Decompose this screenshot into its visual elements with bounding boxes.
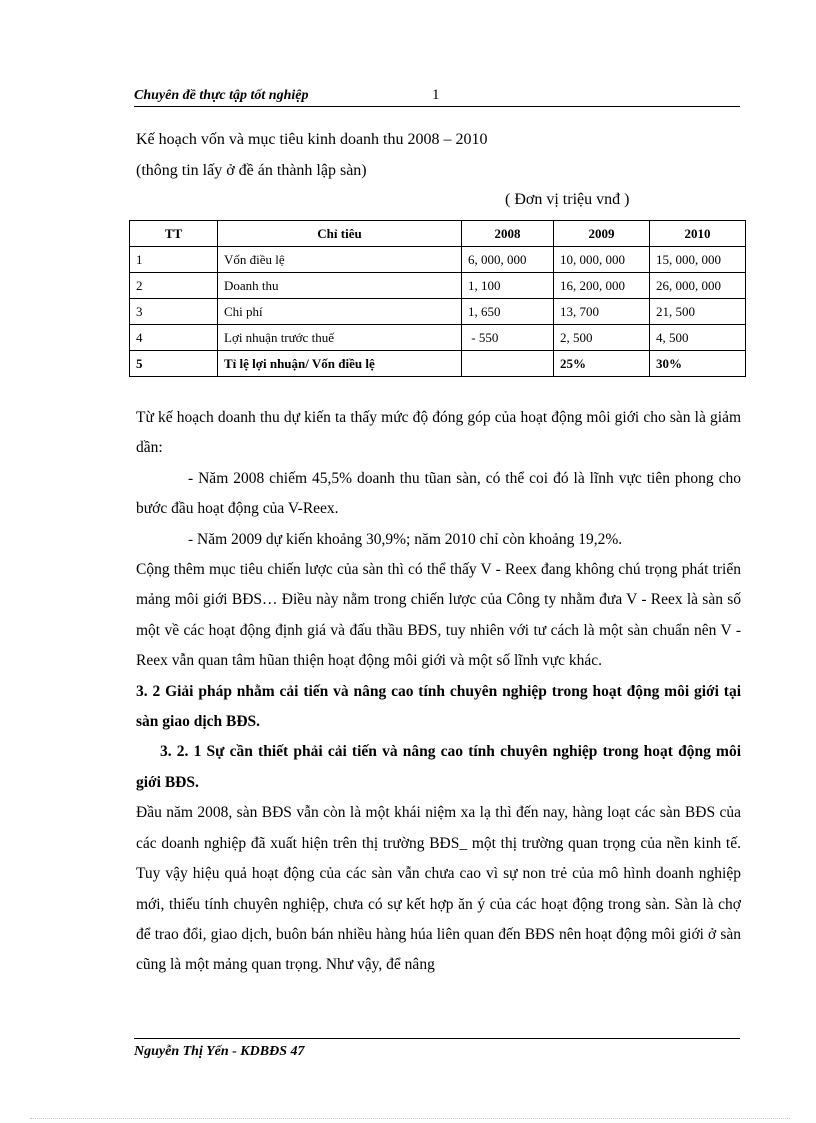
table-cell: 16, 200, 000 (554, 273, 650, 299)
table-cell: 1 (130, 247, 218, 273)
table-cell: 5 (130, 351, 218, 377)
financial-plan-table (129, 220, 746, 377)
paragraph: - Năm 2008 chiếm 45,5% doanh thu tũan sàn, có thể coi đó là lĩnh vực tiên phong cho bước đầu hoạt động của V-Reex. (136, 469, 741, 518)
header-cell-2010: 2010 (650, 221, 746, 247)
header-title: Chuyên đề thực tập tốt nghiệp (134, 88, 309, 103)
paragraph: Cộng thêm mục tiêu chiến lược của sàn thì có thể thấy V - Reex đang không chú trọng phát triển mảng môi giới BĐS… Điều này nằm trong chiến lược của Công ty nhằm đưa V - Reex là sàn số một về các hoạt động định giá và đấu thầu BĐS, tuy nhiên với tư cách là một sàn chuẩn nên V - Reex vẫn quan tâm hũan thiện hoạt động môi giới và một số lĩnh vực khác. (136, 561, 741, 670)
table-cell: 13, 700 (554, 299, 650, 325)
plan-title: Kế hoạch vốn và mục tiêu kinh doanh thu 2008 – 2010 (136, 131, 488, 148)
header-cell-2008: 2008 (462, 221, 554, 247)
table-cell: 1, 650 (462, 299, 554, 325)
table-cell: 2 (130, 273, 218, 299)
unit-label: ( Đơn vị triệu vnđ ) (505, 191, 630, 208)
table-cell: Chi phí (218, 299, 462, 325)
table-row (130, 299, 746, 325)
table-row (130, 247, 746, 273)
table-cell: - 550 (462, 325, 554, 351)
table-header-row (130, 221, 746, 247)
table-row (130, 351, 746, 377)
paragraph: Từ kế hoạch doanh thu dự kiến ta thấy mức độ đóng góp của hoạt động môi giới cho sàn là giảm dần: (136, 409, 741, 457)
table-cell: 26, 000, 000 (650, 273, 746, 299)
table-row (130, 325, 746, 351)
page-header (134, 86, 740, 107)
page-number: 1 (432, 87, 440, 103)
footer-divider (134, 1038, 740, 1039)
footer-author: Nguyễn Thị Yến - KDBĐS 47 (134, 1044, 305, 1059)
table-cell: 30% (650, 351, 746, 377)
table-cell: Vốn điều lệ (218, 247, 462, 273)
plan-subtitle: (thông tin lấy ở đề án thành lập sàn) (136, 162, 367, 179)
page-edge (30, 1118, 790, 1119)
section-heading: 3. 2 Giải pháp nhằm cải tiến và nâng cao tính chuyên nghiệp trong hoạt động môi giới tại sàn giao dịch BĐS. (136, 682, 741, 731)
table-cell: 2, 500 (554, 325, 650, 351)
paragraph: Đầu năm 2008, sàn BĐS vẫn còn là một khái niệm xa lạ thì đến nay, hàng loạt các sàn BĐS của các doanh nghiệp đã xuất hiện trên thị trường BĐS_ một thị trường quan trọng của nền kinh tế. Tuy vậy hiệu quả hoạt động của các sàn vẫn chưa cao vì sự non trẻ của mô hình doanh nghiệp mới, thiếu tính chuyên nghiệp, chưa có sự kết hợp ăn ý của các hoạt động trong sàn. Sàn là chợ để trao đổi, giao dịch, buôn bán nhiều hàng húa liên quan đến BĐS nên hoạt động môi giới ở sàn cũng là một mảng quan trọng. Như vậy, để nâng (136, 804, 741, 974)
paragraph: - Năm 2009 dự kiến khoảng 30,9%; năm 2010 chỉ còn khoảng 19,2%. (188, 530, 623, 548)
table-cell: Tỉ lệ lợi nhuận/ Vốn điều lệ (218, 351, 462, 377)
subsection-heading: 3. 2. 1 Sự cần thiết phải cải tiến và nâng cao tính chuyên nghiệp trong hoạt động môi giới BĐS. (136, 743, 741, 791)
table-cell (462, 351, 554, 377)
table-cell: 10, 000, 000 (554, 247, 650, 273)
table-cell: Lợi nhuận trước thuế (218, 325, 462, 351)
table-row (130, 273, 746, 299)
table-cell: 25% (554, 351, 650, 377)
table-cell: 1, 100 (462, 273, 554, 299)
header-cell-indicator: Chỉ tiêu (218, 221, 462, 247)
table-cell: 4, 500 (650, 325, 746, 351)
table-cell: 4 (130, 325, 218, 351)
table-cell: 15, 000, 000 (650, 247, 746, 273)
table-cell: 21, 500 (650, 299, 746, 325)
table-cell: 6, 000, 000 (462, 247, 554, 273)
table-cell: Doanh thu (218, 273, 462, 299)
document-body (136, 403, 741, 981)
table-cell: 3 (130, 299, 218, 325)
header-cell-tt: TT (130, 221, 218, 247)
header-cell-2009: 2009 (554, 221, 650, 247)
